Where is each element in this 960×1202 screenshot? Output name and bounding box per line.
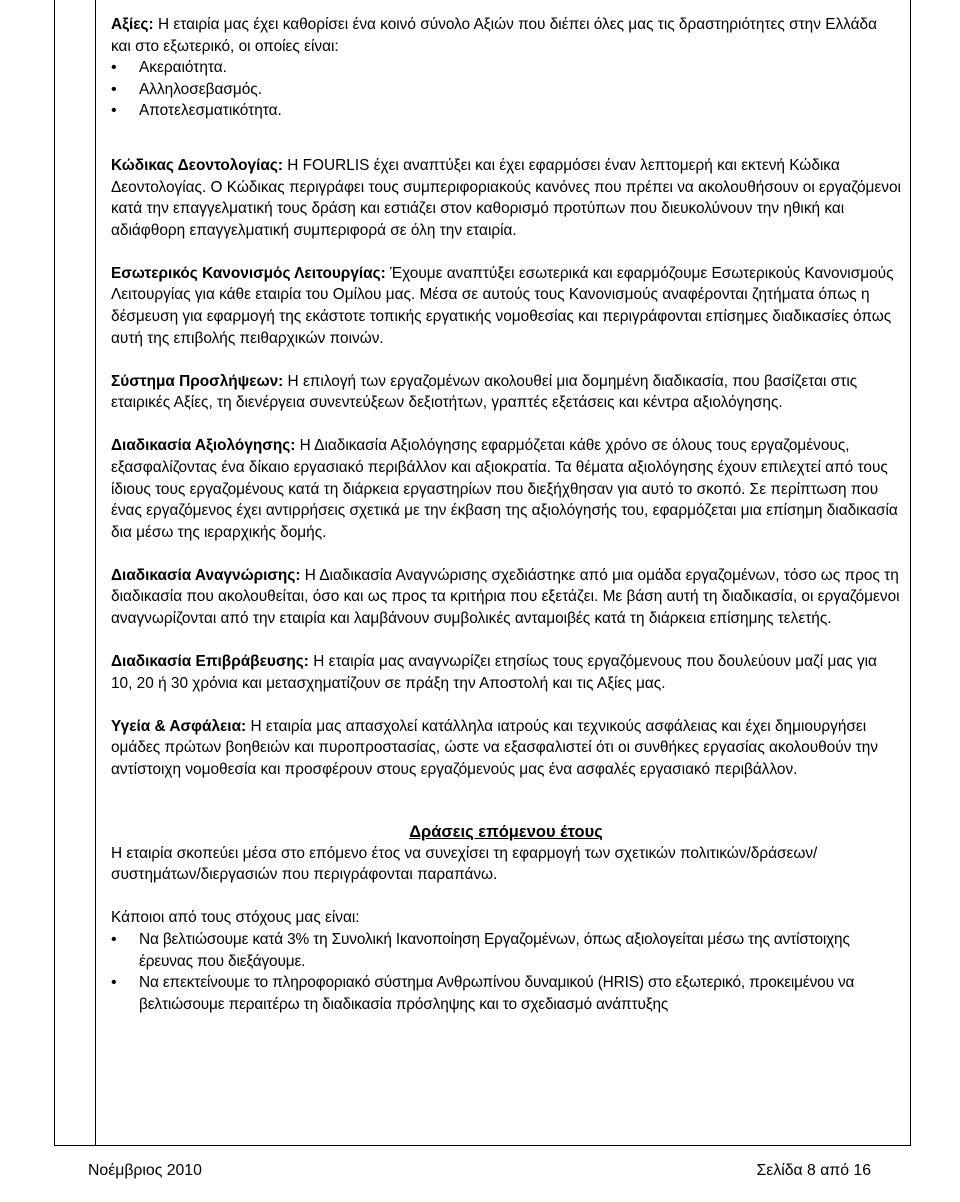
values-title: Αξίες: [111, 16, 154, 33]
next-year-intro: Η εταιρία σκοπεύει μέσα στο επόμενο έτος να συνεχίσει τη εφαρμογή των σχετικών πολιτικών/δράσεων/συστημάτων/διεργασιών που περιγράφονται παραπάνω. [111, 844, 818, 884]
footer-date: Νοέμβριος 2010 [88, 1162, 202, 1179]
list-item: • Αλληλοσεβασμός. [111, 79, 901, 101]
evaluation-paragraph [111, 435, 901, 543]
section-title: Διαδικασία Αξιολόγησης: [111, 437, 296, 455]
section-text: Η FOURLIS έχει αναπτύξει και έχει εφαρμόσει έναν λεπτομερή και εκτενή Κώδικα Δεοντολογίας. Ο Κώδικας περιγράφει τους συμπεριφοριακούς κανόνες που πρέπει να ακολουθήσουν οι εργαζόμενοι κατά την επαγγελματική τους δράση και εστιάζει στον καθορισμό προτύπων που διευκολύνουν την ηθική και αδιάφθορη επαγγελματική συμπεριφορά σε όλη την εταιρία. [111, 156, 901, 239]
footer-page-number: Σελίδα 8 από 16 [756, 1162, 871, 1179]
section-text: Έχουμε αναπτύξει εσωτερικά και εφαρμόζουμε Εσωτερικούς Κανονισμούς Λειτουργίας για κάθε εταιρία του Ομίλου μας. Μέσα σε αυτούς τους Κανονισμούς αναφέρονται ζητήματα όπως η δέσμευση για εφαρμογή της εκάστοτε τοπικής εργατικής νομοθεσίας και περιγράφονται επίσημες διαδικασίες όπως αυτή της επιβολής πειθαρχικών ποινών. [111, 264, 894, 347]
list-item: • Ακεραιότητα. [111, 57, 901, 79]
section-title: Διαδικασία Αναγνώρισης: [111, 566, 301, 584]
section-title: Εσωτερικός Κανονισμός Λειτουργίας: [111, 264, 386, 282]
values-intro: Η εταιρία μας έχει καθορίσει ένα κοινό σύνολο Αξιών που διέπει όλες μας τις δραστηριότητες στην Ελλάδα και στο εξωτερικό, οι οποίες είναι: [111, 16, 877, 55]
reward-paragraph [111, 651, 901, 694]
section-title: Σύστημα Προσλήψεων: [111, 372, 284, 390]
next-year-heading: Δράσεις επόμενου έτους [409, 822, 603, 841]
code-of-ethics-paragraph [111, 155, 901, 241]
values-list [111, 57, 901, 122]
list-item: • Να βελτιώσουμε κατά 3% τη Συνολική Ικανοποίηση Εργαζομένων, όπως αξιολογείται μέσω της αντίστοιχης έρευνας που διεξάγουμε. [111, 929, 901, 972]
list-item: • Αποτελεσματικότητα. [111, 100, 901, 122]
section-title: Διαδικασία Επιβράβευσης: [111, 653, 309, 671]
internal-regulation-paragraph [111, 263, 901, 349]
health-safety-paragraph [111, 716, 901, 781]
page-margin-column [54, 0, 96, 1146]
document-body [111, 14, 901, 1015]
values-section [111, 14, 901, 122]
recognition-paragraph [111, 565, 901, 630]
recruitment-paragraph [111, 371, 901, 414]
section-text: Η Διαδικασία Αξιολόγησης εφαρμόζεται κάθε χρόνο σε όλους τους εργαζομένους, εξασφαλίζοντας ένα δίκαιο εργασιακό περιβάλλον και αξιοκρατία. Τα θέματα αξιολόγησης έχουν επιλεχτεί από τους ίδιους τους εργαζομένους κατά τη διάρκεια εργαστηρίων που διεξήχθησαν για αυτό το σκοπό. Σε περίπτωση που ένας εργαζόμενος έχει αντιρρήσεις σχετικά με την έκβαση της αξιολόγησής του, εφαρμόζεται μια επίσημη διαδικασία δια μέσω της ιεραρχικής δομής. [111, 437, 898, 541]
values-paragraph [111, 14, 901, 57]
goals-intro: Κάποιοι από τους στόχους μας είναι: [111, 909, 360, 927]
section-title: Υγεία & Ασφάλεια: [111, 717, 247, 735]
list-item: • Να επεκτείνουμε το πληροφοριακό σύστημα Ανθρωπίνου δυναμικού (HRIS) στο εξωτερικό, προκειμένου να βελτιώσουμε περαιτέρω τη διαδικασία πρόσληψης και το σχεδιασμό ανάπτυξης [111, 972, 901, 1015]
section-title: Κώδικας Δεοντολογίας: [111, 156, 283, 174]
section-text: Η εταιρία μας απασχολεί κατάλληλα ιατρούς και τεχνικούς ασφάλειας και έχει δημιουργήσει ομάδες πρώτων βοηθειών και πυροπροστασίας, ώστε να εξασφαλιστεί ότι οι συνθήκες εργασίας ακολουθούν την αντίστοιχη νομοθεσία και προσφέρουν στους εργαζόμενούς μας ένα ασφαλές εργασιακό περιβάλλον. [111, 717, 878, 779]
goals-list [111, 929, 901, 1015]
section-text: Η εταιρία μας αναγνωρίζει ετησίως τους εργαζόμενους που δουλεύουν μαζί μας για 10, 20 ή 30 χρόνια και μετασχηματίζουν σε πράξη την Αποστολή και τις Αξίες μας. [111, 653, 877, 692]
section-text: Η επιλογή των εργαζομένων ακολουθεί μια δομημένη διαδικασία, που βασίζεται στις εταιρικές Αξίες, τη διενέργεια συνεντεύξεων δεξιοτήτων, γραπτές εξετάσεις και κέντρα αξιολόγησης. [111, 372, 858, 412]
section-text: Η Διαδικασία Αναγνώρισης σχεδιάστηκε από μια ομάδα εργαζομένων, τόσο ως προς τη διαδικασία που ακολουθείται, όσο και ως προς τα κριτήρια που εξετάζει. Με βάση αυτή τη διαδικασία, οι εργαζόμενοι αναγνωρίζονται από την εταιρία και λαμβάνουν συμβολικές ανταμοιβές κατά τη διάρκεια επίσημης τελετής. [111, 566, 900, 628]
